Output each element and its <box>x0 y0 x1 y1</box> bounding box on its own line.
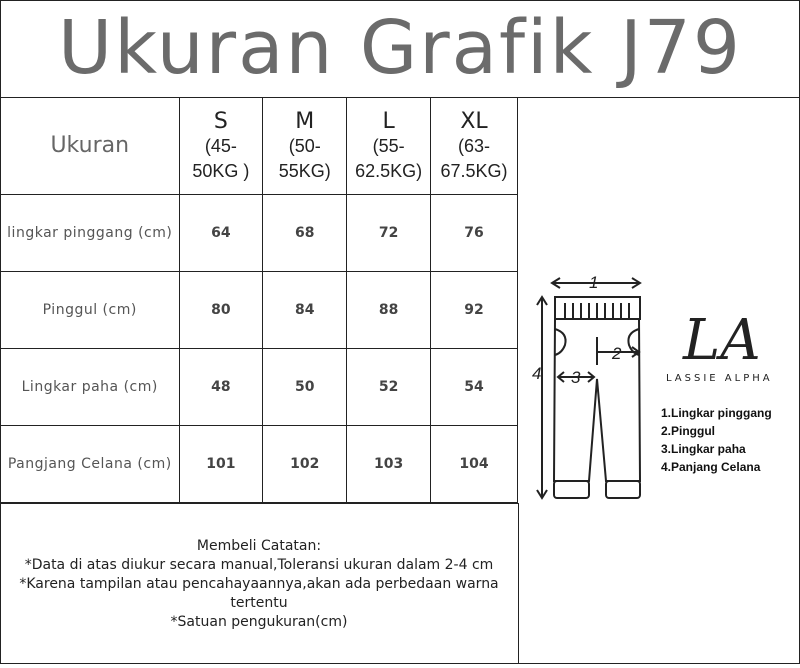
table-cell: 54 <box>431 349 518 426</box>
label-1: 1 <box>589 273 599 292</box>
table-cell: 103 <box>347 426 431 503</box>
size-header-m: M (50- 55KG) <box>263 98 347 195</box>
brand-logo-letters: LA <box>683 308 761 373</box>
table-cell: 68 <box>263 195 347 272</box>
table-cell: 48 <box>179 349 263 426</box>
row-label: Lingkar paha (cm) <box>1 349 180 426</box>
diagram-panel <box>518 97 800 664</box>
note-line: *Karena tampilan atau pencahayaannya,akan ada perbedaan warna <box>19 576 499 592</box>
row-label: Pinggul (cm) <box>1 272 180 349</box>
legend-item: 4.Panjang Celana <box>661 460 761 474</box>
size-header-row <box>1 98 518 195</box>
size-header-s: S (45- 50KG ) <box>179 98 263 195</box>
size-header-xl: XL (63- 67.5KG) <box>431 98 518 195</box>
cuff-right <box>606 481 640 498</box>
row-label: lingkar pinggang (cm) <box>1 195 180 272</box>
pocket-left <box>555 329 566 355</box>
table-row <box>1 349 518 426</box>
page-title: Ukuran Grafik J79 <box>0 0 800 98</box>
table-row <box>1 195 518 272</box>
size-header-l: L (55- 62.5KG) <box>347 98 431 195</box>
table-cell: 101 <box>179 426 263 503</box>
table-cell: 84 <box>263 272 347 349</box>
table-cell: 104 <box>431 426 518 503</box>
header-ukuran: Ukuran <box>1 98 180 195</box>
note-line: *Satuan pengukuran(cm) <box>170 614 348 630</box>
table-cell: 50 <box>263 349 347 426</box>
table-row <box>1 426 518 503</box>
table-cell: 92 <box>431 272 518 349</box>
table-cell: 64 <box>179 195 263 272</box>
row-label: Pangjang Celana (cm) <box>1 426 180 503</box>
table-cell: 72 <box>347 195 431 272</box>
table-cell: 102 <box>263 426 347 503</box>
note-line: tertentu <box>230 595 288 611</box>
size-table <box>0 97 518 503</box>
cuff-left <box>554 481 589 498</box>
notes-box <box>0 503 519 664</box>
legend-item: 2.Pinggul <box>661 424 715 438</box>
table-cell: 52 <box>347 349 431 426</box>
notes-heading: Membeli Catatan: <box>196 538 322 554</box>
legend-item: 1.Lingkar pinggang <box>661 406 772 420</box>
table-cell: 80 <box>179 272 263 349</box>
table-row <box>1 272 518 349</box>
brand-logo <box>682 308 761 373</box>
label-4: 4 <box>532 364 542 383</box>
legend-item: 3.Lingkar paha <box>661 442 746 456</box>
table-cell: 88 <box>347 272 431 349</box>
label-3: 3 <box>571 368 581 387</box>
label-2: 2 <box>612 344 622 363</box>
diagram-legend <box>661 404 772 476</box>
table-cell: 76 <box>431 195 518 272</box>
brand-name: LASSIE ALPHA <box>666 373 773 384</box>
note-line: *Data di atas diukur secara manual,Toleransi ukuran dalam 2-4 cm <box>24 557 494 573</box>
